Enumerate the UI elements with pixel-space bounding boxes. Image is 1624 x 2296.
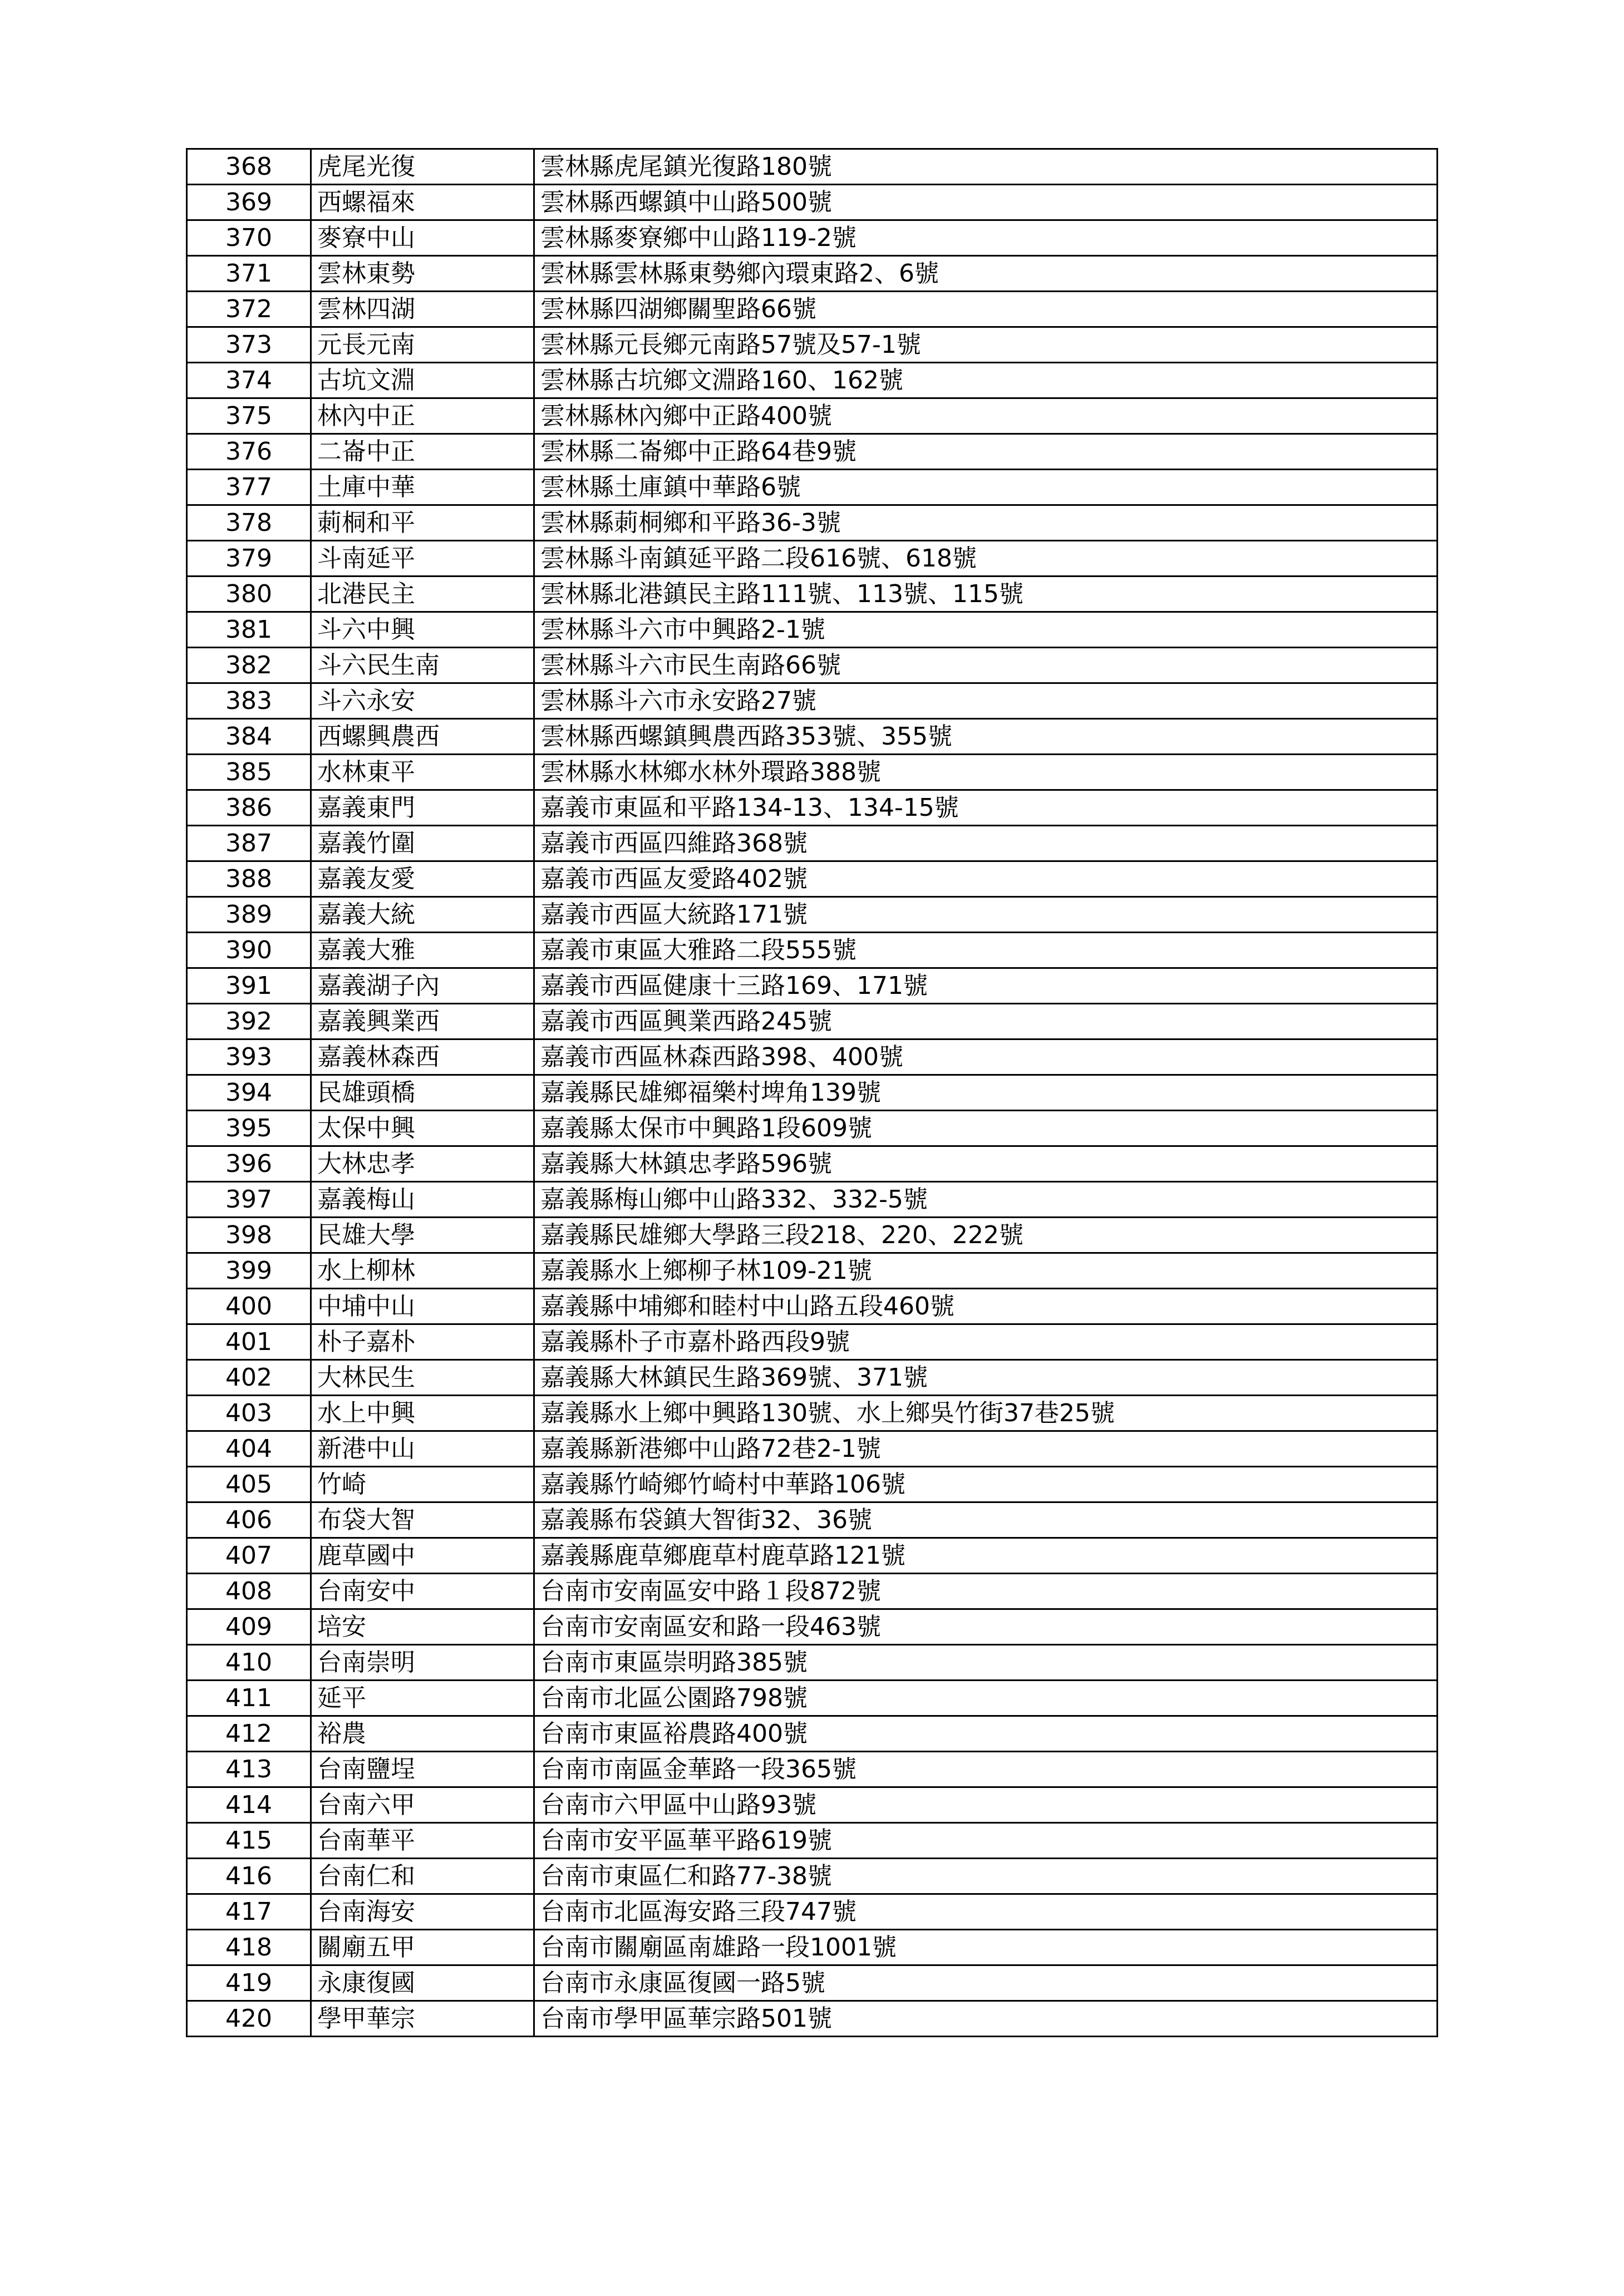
row-number-cell: 388 — [187, 861, 311, 897]
store-address-cell: 台南市學甲區華宗路501號 — [534, 2001, 1438, 2037]
store-address-cell: 雲林縣斗六市永安路27號 — [534, 683, 1438, 719]
table-row — [187, 1360, 1438, 1396]
store-name-cell: 土庫中華 — [311, 470, 534, 505]
table-row — [187, 648, 1438, 683]
row-number-cell: 374 — [187, 363, 311, 398]
row-number-cell: 373 — [187, 327, 311, 363]
store-name-cell: 民雄大學 — [311, 1218, 534, 1253]
row-number-cell: 369 — [187, 185, 311, 220]
table-row — [187, 861, 1438, 897]
table-row — [187, 826, 1438, 861]
row-number-cell: 410 — [187, 1645, 311, 1681]
store-name-cell: 關廟五甲 — [311, 1930, 534, 1965]
table-row — [187, 1075, 1438, 1111]
row-number-cell: 420 — [187, 2001, 311, 2037]
store-name-cell: 竹崎 — [311, 1467, 534, 1502]
table-row — [187, 1182, 1438, 1218]
store-name-cell: 西螺福來 — [311, 185, 534, 220]
table-row — [187, 1289, 1438, 1324]
store-name-cell: 古坑文淵 — [311, 363, 534, 398]
table-row — [187, 719, 1438, 755]
store-name-cell: 元長元南 — [311, 327, 534, 363]
table-row — [187, 1823, 1438, 1859]
store-name-cell: 鹿草國中 — [311, 1538, 534, 1574]
table-row — [187, 505, 1438, 541]
store-name-cell: 台南華平 — [311, 1823, 534, 1859]
store-name-cell: 水上柳林 — [311, 1253, 534, 1289]
row-number-cell: 390 — [187, 933, 311, 968]
store-name-cell: 斗六中興 — [311, 612, 534, 648]
row-number-cell: 413 — [187, 1752, 311, 1787]
store-name-cell: 雲林東勢 — [311, 256, 534, 292]
table-row — [187, 256, 1438, 292]
row-number-cell: 375 — [187, 398, 311, 434]
store-address-cell: 嘉義市西區興業西路245號 — [534, 1004, 1438, 1039]
table-row — [187, 292, 1438, 327]
store-name-cell: 大林民生 — [311, 1360, 534, 1396]
store-name-cell: 大林忠孝 — [311, 1146, 534, 1182]
table-row — [187, 398, 1438, 434]
row-number-cell: 400 — [187, 1289, 311, 1324]
store-address-cell: 嘉義縣布袋鎮大智街32、36號 — [534, 1502, 1438, 1538]
store-address-cell: 雲林縣斗六市中興路2-1號 — [534, 612, 1438, 648]
store-address-cell: 嘉義市西區四維路368號 — [534, 826, 1438, 861]
table-row — [187, 1787, 1438, 1823]
row-number-cell: 382 — [187, 648, 311, 683]
store-address-cell: 嘉義市東區大雅路二段555號 — [534, 933, 1438, 968]
table-row — [187, 1716, 1438, 1752]
row-number-cell: 394 — [187, 1075, 311, 1111]
store-address-cell: 雲林縣斗南鎮延平路二段616號、618號 — [534, 541, 1438, 577]
store-address-cell: 雲林縣水林鄉水林外環路388號 — [534, 755, 1438, 790]
table-row — [187, 541, 1438, 577]
table-row — [187, 790, 1438, 826]
table-row — [187, 1324, 1438, 1360]
table-row — [187, 1396, 1438, 1431]
row-number-cell: 393 — [187, 1039, 311, 1075]
store-name-cell: 嘉義竹圍 — [311, 826, 534, 861]
store-address-cell: 嘉義縣朴子市嘉朴路西段9號 — [534, 1324, 1438, 1360]
store-name-cell: 莿桐和平 — [311, 505, 534, 541]
row-number-cell: 402 — [187, 1360, 311, 1396]
row-number-cell: 406 — [187, 1502, 311, 1538]
row-number-cell: 398 — [187, 1218, 311, 1253]
store-address-cell: 雲林縣四湖鄉關聖路66號 — [534, 292, 1438, 327]
row-number-cell: 418 — [187, 1930, 311, 1965]
table-row — [187, 1538, 1438, 1574]
row-number-cell: 383 — [187, 683, 311, 719]
table-row — [187, 1930, 1438, 1965]
store-address-cell: 雲林縣林內鄉中正路400號 — [534, 398, 1438, 434]
store-name-cell: 嘉義友愛 — [311, 861, 534, 897]
table-row — [187, 1645, 1438, 1681]
store-address-cell: 台南市安南區安中路１段872號 — [534, 1574, 1438, 1609]
store-name-cell: 西螺興農西 — [311, 719, 534, 755]
table-row — [187, 683, 1438, 719]
store-address-cell: 嘉義縣民雄鄉福樂村埤角139號 — [534, 1075, 1438, 1111]
row-number-cell: 415 — [187, 1823, 311, 1859]
store-address-cell: 台南市安南區安和路一段463號 — [534, 1609, 1438, 1645]
store-address-cell: 嘉義縣水上鄉中興路130號、水上鄉吳竹街37巷25號 — [534, 1396, 1438, 1431]
table-row — [187, 1218, 1438, 1253]
table-row — [187, 968, 1438, 1004]
row-number-cell: 370 — [187, 220, 311, 256]
store-name-cell: 北港民主 — [311, 577, 534, 612]
row-number-cell: 387 — [187, 826, 311, 861]
table-row — [187, 1431, 1438, 1467]
store-address-cell: 雲林縣雲林縣東勢鄉內環東路2、6號 — [534, 256, 1438, 292]
table-row — [187, 470, 1438, 505]
table-row — [187, 1752, 1438, 1787]
table-row — [187, 1609, 1438, 1645]
store-address-cell: 嘉義縣水上鄉柳子林109-21號 — [534, 1253, 1438, 1289]
table-row — [187, 755, 1438, 790]
table-row — [187, 577, 1438, 612]
row-number-cell: 401 — [187, 1324, 311, 1360]
store-address-cell: 嘉義市西區友愛路402號 — [534, 861, 1438, 897]
table-row — [187, 612, 1438, 648]
store-name-cell: 台南海安 — [311, 1894, 534, 1930]
store-name-cell: 嘉義湖子內 — [311, 968, 534, 1004]
row-number-cell: 405 — [187, 1467, 311, 1502]
store-address-cell: 雲林縣斗六市民生南路66號 — [534, 648, 1438, 683]
store-name-cell: 嘉義大雅 — [311, 933, 534, 968]
row-number-cell: 384 — [187, 719, 311, 755]
table-row — [187, 434, 1438, 470]
store-name-cell: 太保中興 — [311, 1111, 534, 1146]
store-list-table — [186, 148, 1438, 2037]
store-address-cell: 嘉義縣民雄鄉大學路三段218、220、222號 — [534, 1218, 1438, 1253]
store-address-cell: 台南市六甲區中山路93號 — [534, 1787, 1438, 1823]
table-row — [187, 1894, 1438, 1930]
store-name-cell: 虎尾光復 — [311, 149, 534, 185]
store-name-cell: 布袋大智 — [311, 1502, 534, 1538]
table-row — [187, 149, 1438, 185]
row-number-cell: 392 — [187, 1004, 311, 1039]
store-name-cell: 林內中正 — [311, 398, 534, 434]
store-address-cell: 台南市北區公園路798號 — [534, 1681, 1438, 1716]
store-address-cell: 嘉義縣大林鎮忠孝路596號 — [534, 1146, 1438, 1182]
row-number-cell: 395 — [187, 1111, 311, 1146]
store-address-cell: 雲林縣莿桐鄉和平路36-3號 — [534, 505, 1438, 541]
table-row — [187, 1859, 1438, 1894]
row-number-cell: 419 — [187, 1965, 311, 2001]
table-row — [187, 1467, 1438, 1502]
store-address-cell: 台南市東區仁和路77-38號 — [534, 1859, 1438, 1894]
row-number-cell: 368 — [187, 149, 311, 185]
store-address-cell: 雲林縣虎尾鎮光復路180號 — [534, 149, 1438, 185]
store-address-cell: 雲林縣元長鄉元南路57號及57-1號 — [534, 327, 1438, 363]
row-number-cell: 378 — [187, 505, 311, 541]
row-number-cell: 379 — [187, 541, 311, 577]
row-number-cell: 385 — [187, 755, 311, 790]
store-name-cell: 台南崇明 — [311, 1645, 534, 1681]
row-number-cell: 377 — [187, 470, 311, 505]
table-row — [187, 1502, 1438, 1538]
store-name-cell: 嘉義林森西 — [311, 1039, 534, 1075]
store-name-cell: 嘉義東門 — [311, 790, 534, 826]
table-row — [187, 1039, 1438, 1075]
store-name-cell: 台南安中 — [311, 1574, 534, 1609]
store-address-cell: 嘉義縣梅山鄉中山路332、332-5號 — [534, 1182, 1438, 1218]
store-address-cell: 台南市永康區復國一路5號 — [534, 1965, 1438, 2001]
row-number-cell: 372 — [187, 292, 311, 327]
store-address-cell: 台南市東區裕農路400號 — [534, 1716, 1438, 1752]
store-name-cell: 斗六永安 — [311, 683, 534, 719]
table-row — [187, 1253, 1438, 1289]
table-row — [187, 1004, 1438, 1039]
row-number-cell: 386 — [187, 790, 311, 826]
store-name-cell: 台南仁和 — [311, 1859, 534, 1894]
row-number-cell: 407 — [187, 1538, 311, 1574]
table-row — [187, 220, 1438, 256]
store-address-cell: 雲林縣西螺鎮中山路500號 — [534, 185, 1438, 220]
store-name-cell: 永康復國 — [311, 1965, 534, 2001]
table-row — [187, 933, 1438, 968]
row-number-cell: 381 — [187, 612, 311, 648]
store-name-cell: 水上中興 — [311, 1396, 534, 1431]
store-address-cell: 雲林縣西螺鎮興農西路353號、355號 — [534, 719, 1438, 755]
table-row — [187, 363, 1438, 398]
store-address-cell: 嘉義縣竹崎鄉竹崎村中華路106號 — [534, 1467, 1438, 1502]
store-name-cell: 斗六民生南 — [311, 648, 534, 683]
store-address-cell: 嘉義市西區健康十三路169、171號 — [534, 968, 1438, 1004]
store-address-cell: 台南市東區崇明路385號 — [534, 1645, 1438, 1681]
store-address-cell: 嘉義市西區大統路171號 — [534, 897, 1438, 933]
store-name-cell: 台南鹽埕 — [311, 1752, 534, 1787]
row-number-cell: 371 — [187, 256, 311, 292]
store-name-cell: 台南六甲 — [311, 1787, 534, 1823]
store-address-cell: 嘉義市西區林森西路398、400號 — [534, 1039, 1438, 1075]
store-address-cell: 嘉義縣新港鄉中山路72巷2-1號 — [534, 1431, 1438, 1467]
row-number-cell: 414 — [187, 1787, 311, 1823]
store-name-cell: 新港中山 — [311, 1431, 534, 1467]
row-number-cell: 396 — [187, 1146, 311, 1182]
store-name-cell: 中埔中山 — [311, 1289, 534, 1324]
store-address-cell: 雲林縣二崙鄉中正路64巷9號 — [534, 434, 1438, 470]
store-address-cell: 台南市安平區華平路619號 — [534, 1823, 1438, 1859]
store-name-cell: 嘉義興業西 — [311, 1004, 534, 1039]
store-name-cell: 嘉義梅山 — [311, 1182, 534, 1218]
row-number-cell: 411 — [187, 1681, 311, 1716]
store-address-cell: 嘉義縣鹿草鄉鹿草村鹿草路121號 — [534, 1538, 1438, 1574]
store-list-body — [187, 149, 1438, 2037]
row-number-cell: 417 — [187, 1894, 311, 1930]
store-address-cell: 台南市南區金華路一段365號 — [534, 1752, 1438, 1787]
table-row — [187, 1965, 1438, 2001]
store-address-cell: 雲林縣北港鎮民主路111號、113號、115號 — [534, 577, 1438, 612]
table-row — [187, 1681, 1438, 1716]
table-row — [187, 1146, 1438, 1182]
store-address-cell: 雲林縣土庫鎮中華路6號 — [534, 470, 1438, 505]
row-number-cell: 376 — [187, 434, 311, 470]
store-name-cell: 嘉義大統 — [311, 897, 534, 933]
store-address-cell: 雲林縣古坑鄉文淵路160、162號 — [534, 363, 1438, 398]
store-address-cell: 嘉義縣太保市中興路1段609號 — [534, 1111, 1438, 1146]
store-name-cell: 裕農 — [311, 1716, 534, 1752]
store-name-cell: 雲林四湖 — [311, 292, 534, 327]
store-name-cell: 二崙中正 — [311, 434, 534, 470]
store-address-cell: 嘉義縣中埔鄉和睦村中山路五段460號 — [534, 1289, 1438, 1324]
store-name-cell: 水林東平 — [311, 755, 534, 790]
store-name-cell: 斗南延平 — [311, 541, 534, 577]
table-row — [187, 1111, 1438, 1146]
row-number-cell: 416 — [187, 1859, 311, 1894]
store-name-cell: 延平 — [311, 1681, 534, 1716]
row-number-cell: 380 — [187, 577, 311, 612]
row-number-cell: 389 — [187, 897, 311, 933]
store-name-cell: 學甲華宗 — [311, 2001, 534, 2037]
store-name-cell: 培安 — [311, 1609, 534, 1645]
table-row — [187, 897, 1438, 933]
store-address-cell: 嘉義縣大林鎮民生路369號、371號 — [534, 1360, 1438, 1396]
row-number-cell: 412 — [187, 1716, 311, 1752]
row-number-cell: 404 — [187, 1431, 311, 1467]
table-row — [187, 185, 1438, 220]
row-number-cell: 397 — [187, 1182, 311, 1218]
row-number-cell: 409 — [187, 1609, 311, 1645]
row-number-cell: 399 — [187, 1253, 311, 1289]
row-number-cell: 403 — [187, 1396, 311, 1431]
table-row — [187, 327, 1438, 363]
table-row — [187, 2001, 1438, 2037]
store-address-cell: 雲林縣麥寮鄉中山路119-2號 — [534, 220, 1438, 256]
store-name-cell: 朴子嘉朴 — [311, 1324, 534, 1360]
row-number-cell: 408 — [187, 1574, 311, 1609]
row-number-cell: 391 — [187, 968, 311, 1004]
store-address-cell: 嘉義市東區和平路134-13、134-15號 — [534, 790, 1438, 826]
store-name-cell: 麥寮中山 — [311, 220, 534, 256]
table-row — [187, 1574, 1438, 1609]
store-address-cell: 台南市北區海安路三段747號 — [534, 1894, 1438, 1930]
store-name-cell: 民雄頭橋 — [311, 1075, 534, 1111]
store-address-cell: 台南市關廟區南雄路一段1001號 — [534, 1930, 1438, 1965]
